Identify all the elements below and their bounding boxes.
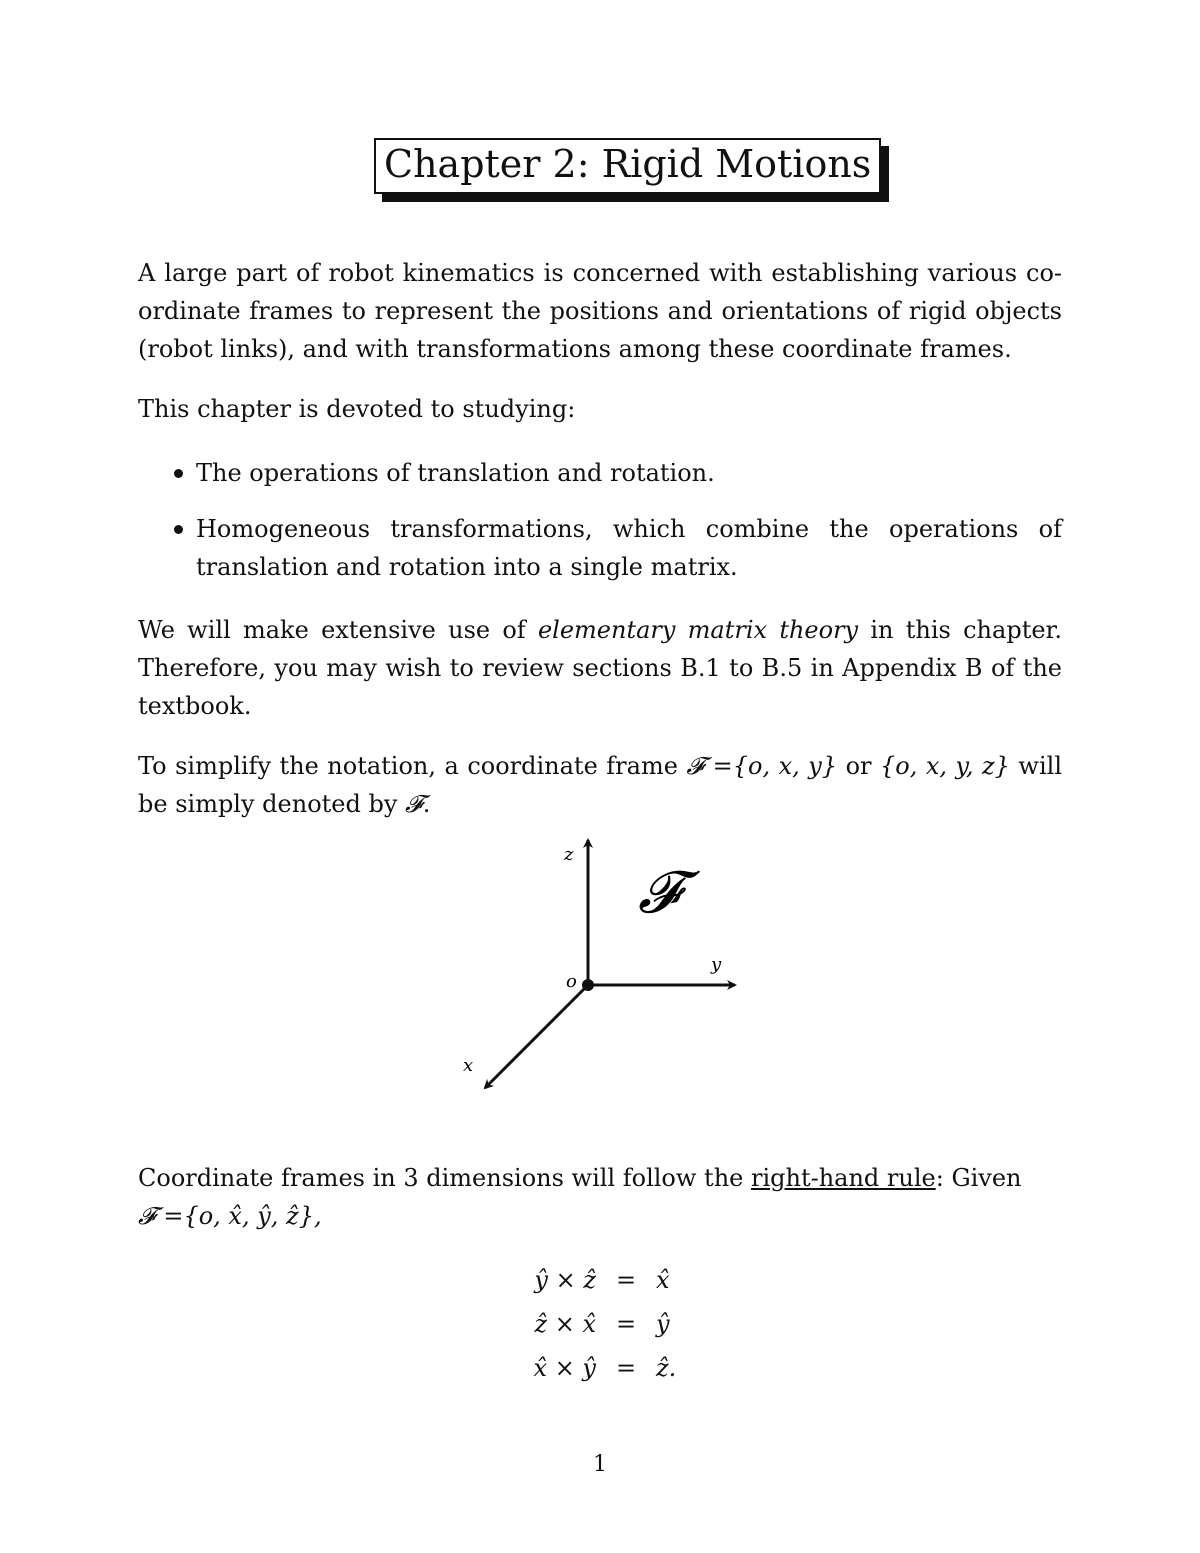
x-axis-label: x <box>463 1055 474 1076</box>
text-run: : Given <box>935 1164 1022 1192</box>
equation-row <box>500 1258 716 1302</box>
text-run: will be simply denoted by <box>138 752 1062 818</box>
equation-row <box>500 1302 716 1346</box>
bullet-icon <box>174 525 183 534</box>
text-run: Coordinate frames in 3 dimensions will follow the <box>138 1164 751 1192</box>
coordinate-frame-figure <box>450 830 760 1100</box>
text-run: in this chapter. Therefore, you may wish to review sections B.1 to B.5 in Appendix B of the textbook. <box>138 616 1063 720</box>
intro-paragraph: A large part of robot kinematics is concerned with establishing various co-ordinate frames to represent the positions and orientations of rigid objects (robot links), and with transformations among these coordinate frames. <box>138 259 1062 363</box>
equation-lhs: ŷ × ẑ <box>534 1266 596 1294</box>
matrix-theory-paragraph <box>138 611 1062 725</box>
equation-row <box>500 1346 716 1390</box>
bullet-icon <box>174 469 183 478</box>
y-axis-label: y <box>711 954 722 975</box>
equation-rhs: ẑ. <box>656 1354 677 1382</box>
text-run: To simplify the notation, a coordinate frame <box>138 752 687 780</box>
math-set: ={o, x̂, ŷ, ẑ}, <box>155 1202 322 1230</box>
equation-rhs: ŷ <box>656 1310 670 1338</box>
equals-sign: = <box>615 1310 637 1338</box>
equation-lhs: x̂ × ŷ <box>533 1354 596 1382</box>
chapter-title: Chapter 2: Rigid Motions <box>374 138 881 194</box>
frame-label: 𝓕 <box>638 858 681 926</box>
chapter-scope-paragraph: This chapter is devoted to studying: <box>138 395 576 423</box>
notation-paragraph <box>138 747 1062 823</box>
z-axis-label: z <box>564 844 574 865</box>
cross-product-equations <box>500 1258 716 1390</box>
math-set: {o, x, y, z} <box>880 752 1010 780</box>
equals-sign: = <box>615 1266 637 1294</box>
origin-point <box>582 979 594 991</box>
page-number: 1 <box>593 1452 607 1477</box>
right-hand-rule-paragraph <box>138 1159 1062 1235</box>
equation-lhs: ẑ × x̂ <box>534 1310 596 1338</box>
equation-rhs: x̂ <box>656 1266 670 1294</box>
frame-symbol: 𝓕 <box>405 790 423 818</box>
text-run: We will make extensive use of <box>138 616 538 644</box>
text-run: . <box>422 790 431 818</box>
chapter-title-box <box>374 138 881 194</box>
math-set: ={o, x, y} <box>704 752 838 780</box>
x-axis-arrow <box>485 985 588 1088</box>
equals-sign: = <box>615 1354 637 1382</box>
list-item-text: Homogeneous transformations, which combine the operations of translation and rotation into a single matrix. <box>196 515 1062 581</box>
emphasis-text: elementary matrix theory <box>537 616 859 644</box>
text-run: or <box>837 752 880 780</box>
right-hand-rule-term: right-hand rule <box>750 1164 936 1192</box>
list-item-text: The operations of translation and rotation. <box>196 459 715 487</box>
frame-symbol: 𝓕 <box>686 752 705 780</box>
frame-symbol: 𝓕 <box>138 1202 156 1230</box>
origin-label: o <box>566 971 577 992</box>
